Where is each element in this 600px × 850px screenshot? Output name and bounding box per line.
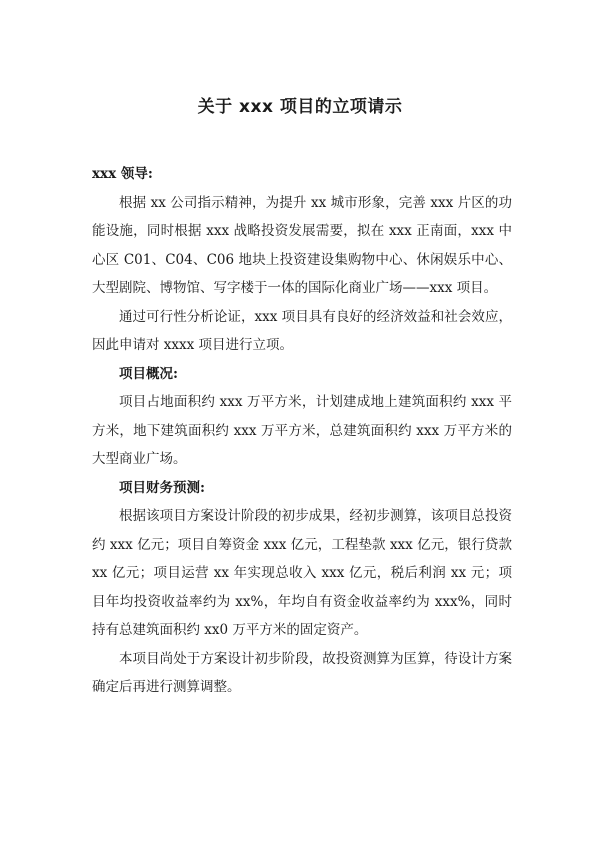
document-body <box>92 160 512 702</box>
paragraph-closing: 本项目尚处于方案设计初步阶段，故投资测算为匡算，待设计方案确定后再进行测算调整。 <box>92 650 512 695</box>
paragraph-finance: 根据该项目方案设计阶段的初步成果，经初步测算，该项目总投资约 xxx 亿元；项目自筹资金 xxx 亿元，工程垫款 xxx 亿元，银行贷款 xx 亿元；项目运营 xx 年实现总收入 xxx 亿元，税后利润 xx 元；项目年均投资收益率约为 xx%，年均自有资金收益率约为 xxx%，同时持有总建筑面积约 xx0 万平方米的固定资产。 <box>92 508 512 638</box>
heading-finance: 项目财务预测: <box>119 479 205 496</box>
document-title: 关于 xxx 项目的立项请示 <box>197 97 403 117</box>
paragraph-overview: 项目占地面积约 xxx 万平方米，计划建成地上建筑面积约 xxx 平方米，地下建筑面积约 xxx 万平方米，总建筑面积约 xxx 万平方米的大型商业广场。 <box>92 394 512 467</box>
paragraph-intro: 根据 xx 公司指示精神，为提升 xx 城市形象，完善 xxx 片区的功能设施，同时根据 xxx 战略投资发展需要，拟在 xxx 正南面，xxx 中心区 C01、C04、C06 地块上投资建设集购物中心、休闲娱乐中心、大型剧院、博物馆、写字楼于一体的国际化商业广场——xxx 项目。 <box>92 194 512 296</box>
paragraph-request: 通过可行性分析论证，xxx 项目具有良好的经济效益和社会效应，因此申请对 xxxx 项目进行立项。 <box>92 308 512 353</box>
heading-overview: 项目概况: <box>119 365 178 382</box>
salutation: xxx 领导: <box>92 166 153 182</box>
